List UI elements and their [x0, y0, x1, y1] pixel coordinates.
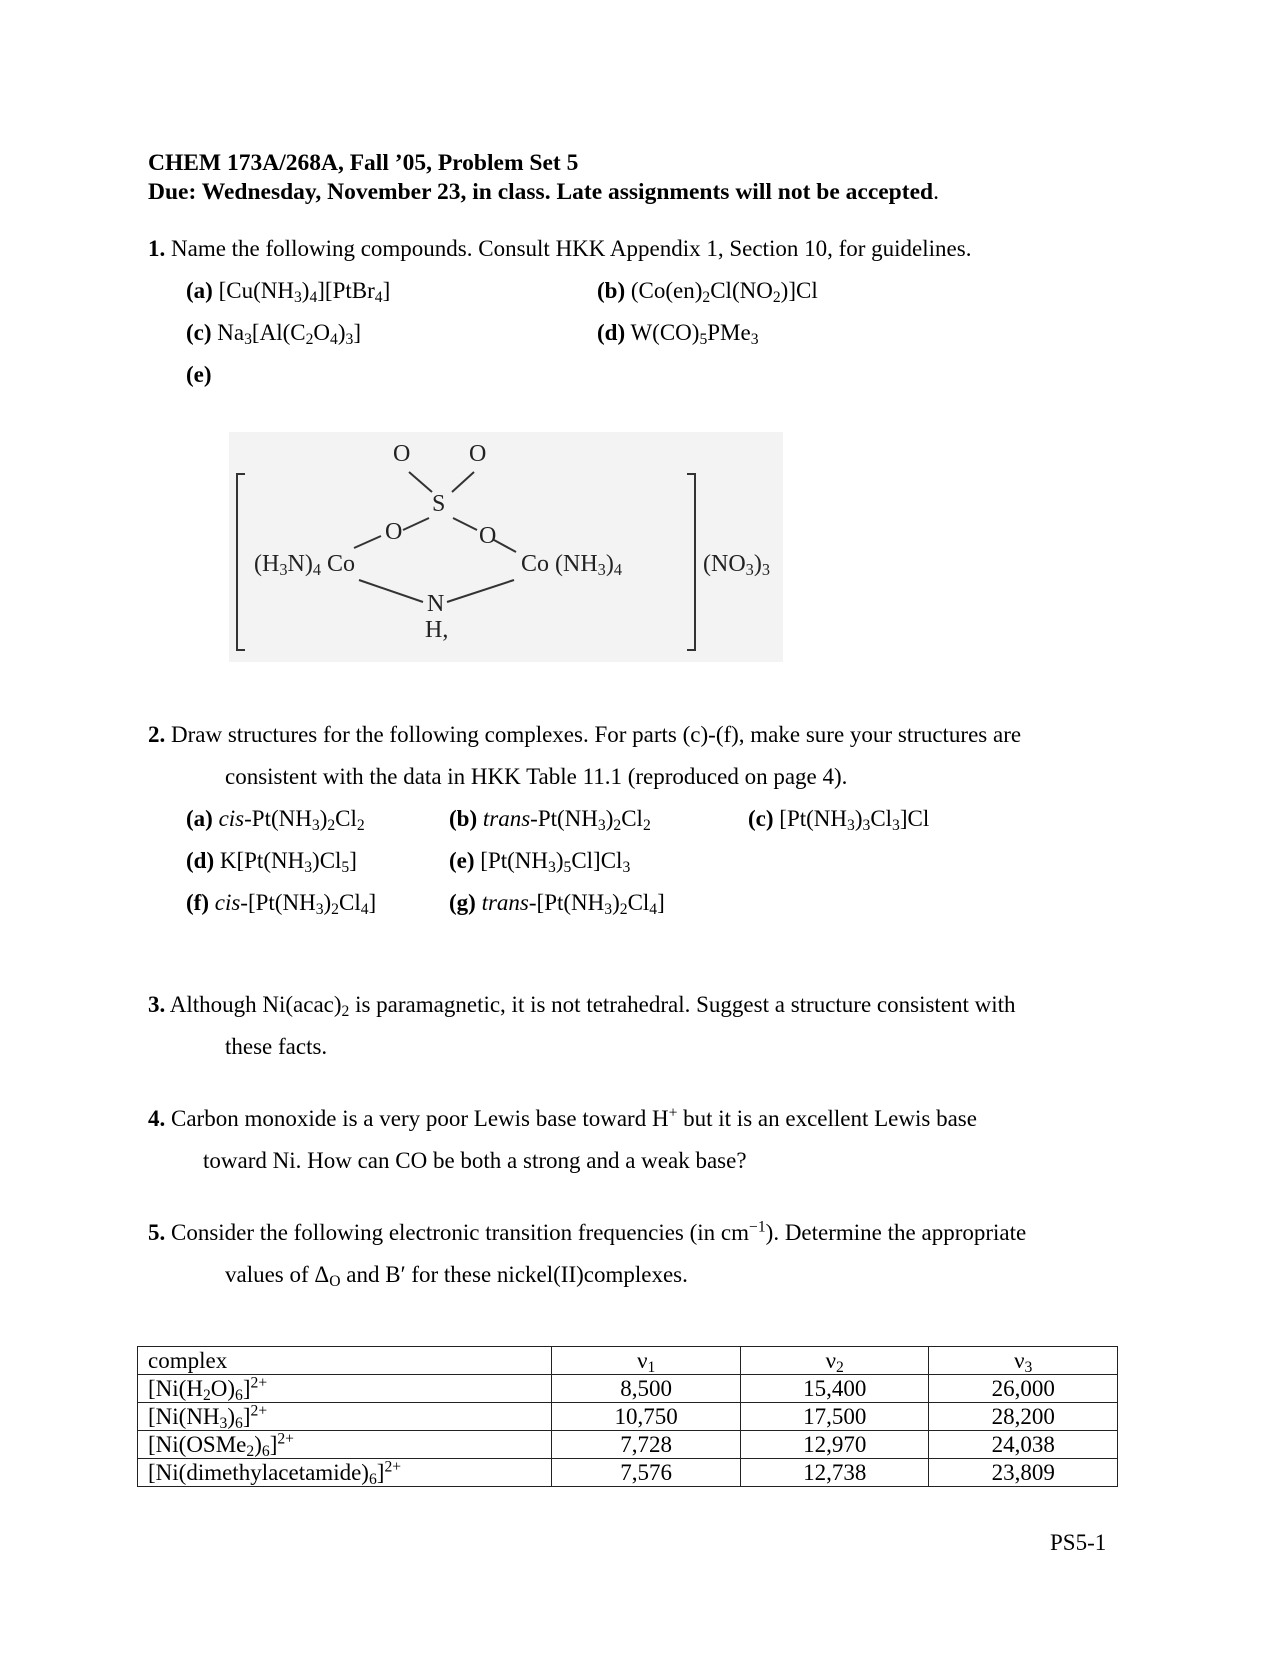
- question-3-continued: these facts.: [225, 1034, 328, 1059]
- v3-cell: 28,200: [929, 1403, 1118, 1431]
- atom-n: N: [427, 591, 445, 617]
- q2-part-g: (g) trans-$[Pt(NH_3)_2Cl_4]$: [449, 890, 665, 918]
- header-v2: $\nu_2$: [740, 1347, 929, 1375]
- table-row: [138, 1459, 1118, 1487]
- right-cobalt-group: Co $(NH_3)_4$: [521, 551, 622, 580]
- question-5: 5. Consider the following electronic transition frequencies (in $cm^{-1}$). Determine the appropriate: [148, 1218, 1027, 1245]
- part-label: (f): [186, 890, 209, 915]
- part-label: (c): [748, 806, 774, 831]
- question-number: 5.: [148, 1220, 166, 1245]
- sulfate-amido-bridged-dicobalt-figure: [229, 432, 783, 662]
- left-cobalt-group: $(H_3N)_4$ Co: [254, 551, 355, 580]
- isomer-prefix: trans: [482, 806, 531, 831]
- nitrate-counterion: $(NO_3)_3$: [703, 551, 770, 580]
- question-text-pre: Carbon monoxide is a very poor Lewis base toward H: [171, 1106, 669, 1131]
- structure-bonds: [229, 432, 783, 662]
- page-title: CHEM 173A/268A, Fall ’05, Problem Set 5: [148, 150, 579, 176]
- v2-cell: 12,970: [740, 1431, 929, 1459]
- part-label: (e): [449, 848, 475, 873]
- atom-o-right: O: [479, 523, 497, 549]
- part-label: (b): [449, 806, 478, 831]
- v2-cell: 15,400: [740, 1375, 929, 1403]
- isomer-prefix: cis: [214, 890, 241, 915]
- question-number: 3.: [148, 992, 166, 1017]
- due-period: .: [933, 179, 939, 205]
- left-cobalt-atom: Co: [326, 551, 355, 577]
- bond-s-o-right: [453, 518, 477, 530]
- question-3: 3. Although $Ni(acac)_2$ is paramagnetic, it is not tetrahedral. Suggest a structure consistent with: [148, 992, 1016, 1020]
- question-text-pre: Consider the following electronic transition frequencies (in cm: [171, 1220, 750, 1245]
- question-2: [148, 722, 1021, 748]
- v2-cell: 17,500: [740, 1403, 929, 1431]
- part-label: (g): [449, 890, 476, 915]
- v3-cell: 26,000: [929, 1375, 1118, 1403]
- atom-s: S: [432, 491, 446, 517]
- v1-cell: 7,576: [552, 1459, 741, 1487]
- v3-cell: 24,038: [929, 1431, 1118, 1459]
- question-text-post: but it is an excellent Lewis base: [677, 1106, 977, 1131]
- q2-part-c: (c) $[Pt(NH_3)_3Cl_3]Cl$: [748, 806, 930, 834]
- transition-frequency-table: [137, 1346, 1118, 1487]
- right-cobalt-text: Co (NH: [521, 551, 598, 577]
- question-5-continued: [225, 1262, 688, 1288]
- q2-part-a: (a) cis-$Pt(NH_3)_2Cl_2$: [186, 806, 365, 834]
- bond-o-co-right: [494, 540, 516, 552]
- nu-symbol: ν: [1014, 1348, 1025, 1373]
- question-text: Draw structures for the following complexes. For parts (c)-(f), make sure your structures are: [171, 722, 1022, 747]
- question-number: 1.: [148, 236, 166, 261]
- q1-part-a: (a) $[Cu(NH_3)_4][PtBr_4]$: [186, 278, 391, 306]
- table-row: [138, 1375, 1118, 1403]
- q1-part-b: (b) $(Co(en)_2Cl(NO_2)]Cl$: [597, 278, 818, 306]
- right-bracket: [687, 474, 695, 650]
- question-text: Name the following compounds. Consult HKK Appendix 1, Section 10, for guidelines.: [171, 236, 972, 261]
- nu-symbol: ν: [637, 1348, 648, 1373]
- question-number: 4.: [148, 1106, 166, 1131]
- bond-s-o-left: [403, 518, 429, 530]
- header-complex: complex: [138, 1347, 552, 1375]
- isomer-prefix: cis: [218, 806, 245, 831]
- q1-part-c: (c) $Na_3[Al(C_2O_4)_3]$: [186, 320, 361, 348]
- complex-cell: $[Ni(H_2O)_6]^{2+}$: [138, 1375, 552, 1403]
- part-label: (c): [186, 320, 212, 345]
- question-4: 4. Carbon monoxide is a very poor Lewis base toward H+ but it is an excellent Lewis base: [148, 1104, 977, 1131]
- question-number: 2.: [148, 722, 166, 747]
- bond-o-s-left: [409, 472, 432, 492]
- v1-cell: 10,750: [552, 1403, 741, 1431]
- q2-part-b: (b) trans-$Pt(NH_3)_2Cl_2$: [449, 806, 651, 834]
- complex-cell: $[Ni(NH_3)_6]^{2+}$: [138, 1403, 552, 1431]
- due-line: [148, 179, 939, 206]
- bond-co-n-right: [447, 580, 514, 602]
- bond-o-s-right: [452, 472, 474, 492]
- question-text-post: is paramagnetic, it is not tetrahedral. Suggest a structure consistent with: [349, 992, 1016, 1017]
- nitrate-text: (NO: [703, 551, 746, 577]
- q2-part-f: (f) cis-$[Pt(NH_3)_2Cl_4]$: [186, 890, 377, 918]
- nu-symbol: ν: [825, 1348, 836, 1373]
- delta-subscript: O: [329, 1272, 341, 1290]
- question-text-post: and B′ for these nickel(II)complexes.: [340, 1262, 688, 1287]
- question-1: [148, 236, 971, 262]
- page-number: PS5-1: [1050, 1530, 1107, 1555]
- q1-part-e: (e): [186, 362, 212, 387]
- part-label: (a): [186, 806, 213, 831]
- question-4-continued: toward Ni. How can CO be both a strong and a weak base?: [203, 1148, 747, 1173]
- part-label: (d): [186, 848, 215, 873]
- part-label: (a): [186, 278, 213, 303]
- part-label: (d): [597, 320, 626, 345]
- atom-h2: H,: [425, 617, 449, 643]
- part-label: (b): [597, 278, 626, 303]
- table-row: [138, 1431, 1118, 1459]
- isomer-prefix: trans: [481, 890, 529, 915]
- v3-cell: 23,809: [929, 1459, 1118, 1487]
- table-header-row: [138, 1347, 1118, 1375]
- q1-part-d: (d) $W(CO)_5PMe_3$: [597, 320, 759, 348]
- header-v3: $\nu_3$: [929, 1347, 1118, 1375]
- v1-cell: 7,728: [552, 1431, 741, 1459]
- question-text-post: ). Determine the appropriate: [765, 1220, 1027, 1245]
- question-2-continued: consistent with the data in HKK Table 11.1 (reproduced on page 4).: [225, 764, 848, 789]
- atom-o-top-right: O: [469, 441, 487, 467]
- question-text-pre: Although Ni(acac): [169, 992, 342, 1017]
- bond-co-n-left: [359, 580, 423, 602]
- v1-cell: 8,500: [552, 1375, 741, 1403]
- q2-part-d: (d) $K[Pt(NH_3)Cl_5]$: [186, 848, 357, 876]
- table-row: [138, 1403, 1118, 1431]
- atom-o-top-left: O: [393, 441, 411, 467]
- left-bracket: [237, 474, 245, 650]
- atom-o-left: O: [385, 519, 403, 545]
- complex-cell: $[Ni(OSMe_2)_6]^{2+}$: [138, 1431, 552, 1459]
- delta-text: values of Δ: [225, 1262, 330, 1287]
- complex-cell: $[Ni(dimethylacetamide)_6]^{2+}$: [138, 1459, 552, 1487]
- bond-o-co-left: [354, 536, 381, 548]
- header-v1: $\nu_1$: [552, 1347, 741, 1375]
- due-text: Due: Wednesday, November 23, in class. Late assignments will not be accepted: [148, 179, 934, 205]
- q2-part-e: (e) $[Pt(NH_3)_5Cl]Cl_3$: [449, 848, 631, 876]
- left-cobalt-open: (H: [254, 551, 280, 577]
- left-cobalt-n: N): [287, 551, 313, 577]
- v2-cell: 12,738: [740, 1459, 929, 1487]
